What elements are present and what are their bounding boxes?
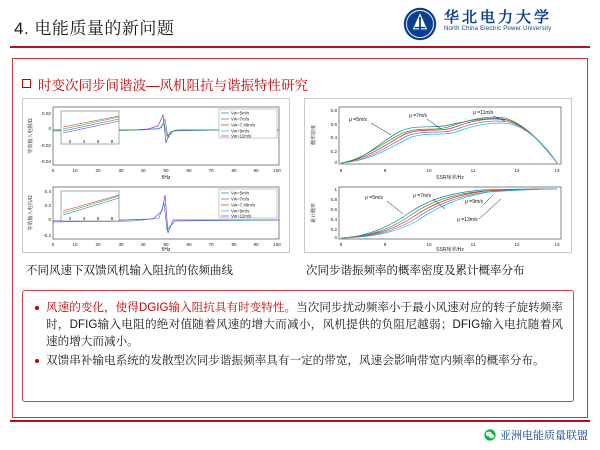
- svg-text:Vw=7.49m/s: Vw=7.49m/s: [231, 122, 256, 128]
- svg-text:0.2: 0.2: [44, 203, 51, 208]
- footer-brand: [484, 427, 588, 443]
- svg-text:13: 13: [554, 168, 560, 173]
- svg-text:10: 10: [426, 242, 432, 247]
- svg-text:0: 0: [334, 235, 337, 240]
- legend-reactance: [219, 189, 277, 219]
- figure-impedance: [22, 98, 290, 253]
- svg-text:μ =11m/s: μ =11m/s: [473, 110, 494, 116]
- svg-text:30: 30: [118, 168, 124, 173]
- svg-text:4: 4: [82, 139, 86, 144]
- svg-text:40: 40: [140, 168, 146, 173]
- section-heading-label: 时变次同步间谐波—风机阻抗与谐振特性研究: [38, 78, 308, 93]
- figure-caption-right: 次同步谐振频率的概率密度及累计概率分布: [306, 265, 525, 277]
- svg-text:Vw=5m/s: Vw=5m/s: [231, 110, 250, 116]
- svg-text:f/Hz: f/Hz: [161, 247, 171, 252]
- svg-text:8: 8: [110, 216, 114, 221]
- svg-text:13: 13: [554, 242, 560, 247]
- svg-text:100: 100: [273, 242, 281, 247]
- svg-text:Vw=7m/s: Vw=7m/s: [231, 116, 250, 122]
- logo-name-cn: 华北电力大学: [444, 9, 553, 26]
- svg-text:8: 8: [339, 242, 343, 247]
- svg-text:0.4: 0.4: [330, 217, 337, 222]
- svg-text:10: 10: [72, 168, 78, 173]
- square-bullet-icon: [22, 79, 31, 88]
- conclusion-text-1: [46, 299, 563, 350]
- svg-text:90: 90: [253, 242, 259, 247]
- svg-text:μ =7m/s: μ =7m/s: [409, 113, 428, 119]
- svg-text:μ =5m/s: μ =5m/s: [349, 117, 368, 123]
- bullet-dot-icon: [35, 306, 39, 310]
- svg-text:Vw=11m/s: Vw=11m/s: [231, 133, 252, 139]
- bullet-dot-icon: [35, 359, 39, 363]
- slide-header: [0, 0, 600, 54]
- university-logo: [402, 4, 592, 44]
- svg-text:Vw=11m/s: Vw=11m/s: [231, 213, 252, 219]
- svg-text:0: 0: [48, 126, 51, 131]
- svg-text:SSR频率/Hz: SSR频率/Hz: [436, 175, 464, 181]
- svg-text:6: 6: [96, 216, 100, 221]
- svg-text:Vw=7m/s: Vw=7m/s: [231, 196, 250, 202]
- svg-text:Vw=9m/s: Vw=9m/s: [231, 128, 250, 134]
- svg-text:8: 8: [339, 168, 343, 173]
- svg-text:-0.2: -0.2: [43, 233, 51, 238]
- svg-text:SSR频率/Hz: SSR频率/Hz: [436, 247, 464, 252]
- svg-text:80: 80: [231, 242, 237, 247]
- svg-text:90: 90: [253, 168, 259, 173]
- svg-text:f/Hz: f/Hz: [161, 175, 171, 181]
- svg-text:0.8: 0.8: [330, 108, 337, 113]
- svg-text:μ =9m/s: μ =9m/s: [465, 199, 484, 205]
- svg-text:20: 20: [95, 168, 101, 173]
- legend-resistance: [219, 109, 277, 139]
- svg-text:0.8: 0.8: [330, 197, 337, 202]
- svg-text:9: 9: [383, 168, 387, 173]
- svg-text:0.6: 0.6: [330, 122, 337, 127]
- svg-text:μ =5m/s: μ =5m/s: [365, 195, 384, 201]
- svg-text:Vw=7.49m/s: Vw=7.49m/s: [231, 202, 256, 208]
- figure-ssr-probability-svg: [305, 99, 571, 252]
- conclusion-item-2: [33, 352, 563, 369]
- svg-text:2: 2: [68, 139, 72, 144]
- conclusion-text-2: 双馈串补输电系统的发散型次同步谐振频率具有一定的带宽，风速会影响带宽内频率的概率分布。: [46, 354, 545, 367]
- section-heading: [22, 74, 308, 94]
- svg-text:0.4: 0.4: [44, 189, 51, 194]
- svg-text:1: 1: [334, 187, 337, 192]
- svg-text:60: 60: [186, 168, 192, 173]
- svg-text:100: 100: [273, 168, 281, 173]
- conclusion-box: [22, 290, 574, 402]
- svg-text:0: 0: [51, 242, 55, 247]
- svg-text:70: 70: [208, 242, 214, 247]
- svg-text:10: 10: [72, 242, 78, 247]
- university-emblem-icon: [402, 6, 438, 42]
- svg-text:70: 70: [208, 168, 214, 173]
- svg-text:μ =7m/s: μ =7m/s: [413, 193, 432, 199]
- svg-text:50: 50: [163, 242, 169, 247]
- svg-text:Vw=9m/s: Vw=9m/s: [231, 208, 250, 214]
- svg-text:11: 11: [470, 168, 476, 173]
- svg-text:2: 2: [68, 216, 72, 221]
- svg-text:9: 9: [383, 242, 387, 247]
- svg-text:30: 30: [118, 242, 124, 247]
- footer-divider: [10, 420, 590, 422]
- slide-footer: [0, 420, 600, 450]
- logo-name-en: North China Electric Power University: [444, 26, 552, 32]
- svg-text:-0.04: -0.04: [40, 159, 51, 164]
- svg-text:等效输入电抗/Ω: 等效输入电抗/Ω: [28, 195, 34, 231]
- svg-text:11: 11: [470, 242, 476, 247]
- conclusion-item-1: [33, 299, 563, 350]
- svg-text:4: 4: [82, 216, 86, 221]
- svg-text:10: 10: [426, 168, 432, 173]
- conclusion-lead-1: 风速的变化，使得DGIG输入阻抗具有时变特性。: [46, 301, 297, 314]
- conclusion-rest-1: 当次同步扰动频率小于最小风速对应的转子旋转频率时，DFIG输入电阻的绝对值随着风速的增大而减小，风机提供的负阻尼越弱；DFIG输入电抗随着风速的增大而减小。: [46, 301, 563, 348]
- svg-text:8: 8: [110, 139, 114, 144]
- svg-text:0: 0: [48, 217, 51, 222]
- svg-text:Vw=5m/s: Vw=5m/s: [231, 190, 250, 196]
- figure-impedance-svg: [23, 99, 289, 252]
- svg-text:0.6: 0.6: [330, 207, 337, 212]
- figure-caption-left: 不同风速下双馈风机输入阻抗的依频曲线: [26, 265, 233, 277]
- svg-text:0: 0: [334, 160, 337, 165]
- header-divider: [10, 46, 590, 48]
- svg-text:6: 6: [96, 139, 100, 144]
- svg-text:0.02: 0.02: [42, 111, 51, 116]
- svg-text:μ =13m/s: μ =13m/s: [457, 217, 478, 223]
- svg-text:20: 20: [95, 242, 101, 247]
- page-title: 4. 电能质量的新问题: [14, 19, 175, 38]
- svg-text:12: 12: [514, 168, 520, 173]
- svg-text:0: 0: [51, 168, 55, 173]
- svg-text:40: 40: [140, 242, 146, 247]
- svg-text:60: 60: [186, 242, 192, 247]
- svg-text:-0.02: -0.02: [40, 143, 51, 148]
- svg-text:0.2: 0.2: [330, 227, 337, 232]
- footer-brand-label: 亚洲电能质量联盟: [500, 430, 588, 442]
- svg-text:等效输入电阻/Ω: 等效输入电阻/Ω: [28, 118, 34, 154]
- wechat-icon: [484, 429, 496, 441]
- svg-text:0.2: 0.2: [330, 149, 337, 154]
- svg-text:累计概率: 累计概率: [311, 202, 317, 224]
- svg-text:0.4: 0.4: [330, 135, 337, 140]
- svg-text:80: 80: [231, 168, 237, 173]
- figure-ssr-probability: [304, 98, 572, 253]
- svg-text:12: 12: [514, 242, 520, 247]
- svg-text:50: 50: [163, 168, 169, 173]
- svg-text:概率密度: 概率密度: [311, 124, 317, 146]
